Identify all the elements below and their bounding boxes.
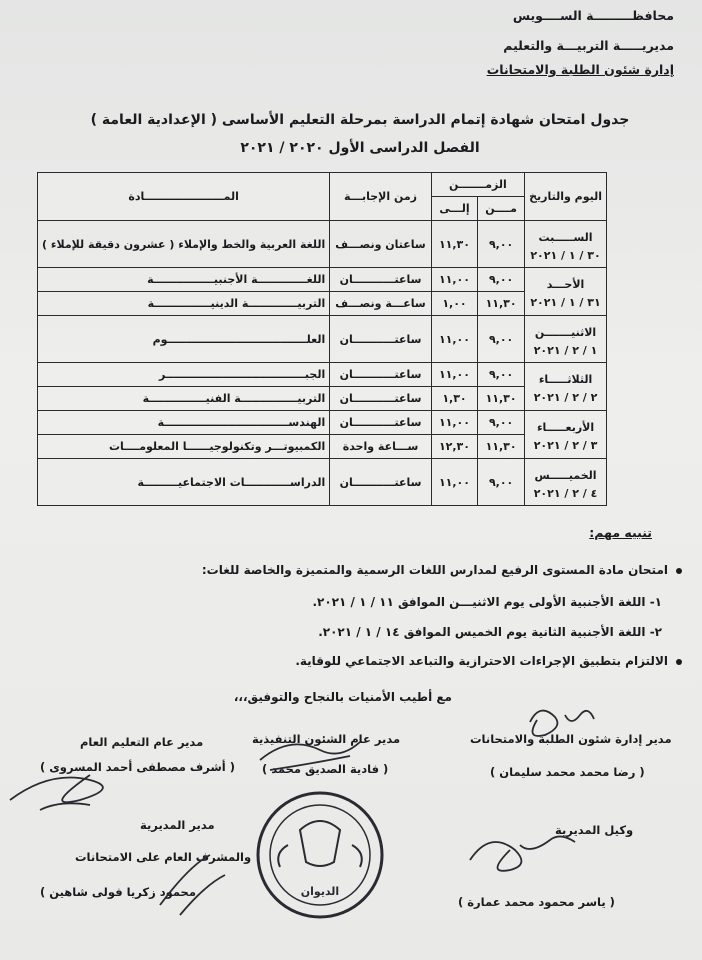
signature-name: ( فادية الصديق محمد ) bbox=[262, 762, 389, 776]
time-to-cell: ١١,٠٠ bbox=[431, 363, 477, 387]
signature-scribble-icon bbox=[10, 775, 103, 810]
closing-line: مع أطيب الأمنيات بالنجاح والتوفيق،،، bbox=[233, 690, 452, 704]
time-to-cell: ١١,٣٠ bbox=[431, 221, 477, 268]
signature-title: مدير عام الشئون التنفيذية bbox=[252, 732, 401, 746]
header-subject: المـــــــــــــــــــــادة bbox=[38, 173, 330, 221]
subject-cell: الدراســــــــــــات الاجتماعيـــــــــة bbox=[38, 459, 330, 506]
time-from-cell: ٩,٠٠ bbox=[478, 363, 525, 387]
header-from: مــــن bbox=[478, 197, 525, 221]
signature-title: وكيل المديرية bbox=[555, 823, 634, 837]
stamp-text: الديوان bbox=[300, 885, 340, 898]
day-name: الأحـــد bbox=[546, 278, 585, 291]
duration-cell: ساعـــة ونصـــف bbox=[330, 292, 432, 316]
exam-date: ٣ / ٢ / ٢٠٢١ bbox=[533, 439, 598, 452]
signature-scribble-icon bbox=[470, 836, 575, 870]
time-from-cell: ٩,٠٠ bbox=[478, 221, 525, 268]
time-from-cell: ٩,٠٠ bbox=[478, 316, 525, 363]
duration-cell: ساعتـــــــــــان bbox=[330, 459, 432, 506]
duration-cell: ساعتـــــــــــان bbox=[330, 411, 432, 435]
exam-date: ٣١ / ١ / ٢٠٢١ bbox=[530, 296, 601, 309]
signature-subtitle: والمشرف العام على الامتحانات bbox=[75, 850, 252, 864]
time-to-cell: ١,٣٠ bbox=[431, 387, 477, 411]
time-to-cell: ١١,٠٠ bbox=[431, 459, 477, 506]
subject-cell: العلـــــــــــــــــــــــــــــــــــــوم bbox=[38, 316, 330, 363]
header-governorate: محافظـــــــــة الســــويس bbox=[512, 8, 674, 23]
subject-cell: الجبـــــــــــــــــــــــــــــــــــــر bbox=[38, 363, 330, 387]
day-name: الســـــبت bbox=[538, 230, 593, 244]
subject-cell: اللغـــــــــــــة الأجنبيــــــــــــــــة bbox=[38, 268, 330, 292]
signature-name: ( ياسر محمود محمد عمارة ) bbox=[458, 895, 615, 909]
exam-date: ٢ / ٢ / ٢٠٢١ bbox=[533, 391, 598, 404]
exam-date: ١ / ٢ / ٢٠٢١ bbox=[533, 343, 598, 357]
header-to: إلـــى bbox=[431, 197, 477, 221]
duration-cell: ساعتان ونصـــف bbox=[330, 221, 432, 268]
duration-cell: ساعتـــــــــــان bbox=[330, 268, 432, 292]
signature-title: مدير المديرية bbox=[140, 818, 215, 832]
duration-cell: ســـاعة واحدة bbox=[330, 435, 432, 459]
header-directorate: مديريـــــة التربيـــة والتعليم bbox=[503, 38, 674, 53]
time-from-cell: ١١,٣٠ bbox=[478, 387, 525, 411]
time-to-cell: ١١,٠٠ bbox=[431, 411, 477, 435]
signature-name: ( أشرف مصطفى أحمد المسروى ) bbox=[40, 760, 235, 774]
time-to-cell: ١٢,٣٠ bbox=[431, 435, 477, 459]
time-from-cell: ١١,٣٠ bbox=[478, 292, 525, 316]
subject-cell: الهندســـــــــــــــــــــــــــــــــة bbox=[38, 411, 330, 435]
subject-cell: الكمبيوتـــر وتكنولوجيــــــا المعلومــــات bbox=[38, 435, 330, 459]
header-time: الزمـــــــن bbox=[431, 173, 524, 197]
document-subtitle: الفصل الدراسى الأول ٢٠٢٠ / ٢٠٢١ bbox=[240, 140, 480, 156]
notice-subitem: ١- اللغة الأجنبية الأولى يوم الاثنيـــن الموافق ١١ / ١ / ٢٠٢١. bbox=[312, 595, 662, 609]
time-from-cell: ١١,٣٠ bbox=[478, 435, 525, 459]
exam-date: ٣٠ / ١ / ٢٠٢١ bbox=[530, 248, 601, 262]
day-name: الثلاثـــــاء bbox=[538, 373, 593, 386]
day-name: الاثنيـــــــن bbox=[534, 325, 597, 339]
notice-text: امتحان مادة المستوى الرفيع لمدارس اللغات الرسمية والمتميزة والخاصة للغات: bbox=[201, 563, 668, 577]
duration-cell: ساعتـــــــــــان bbox=[330, 387, 432, 411]
signature-name: ( رضا محمد محمد سليمان ) bbox=[490, 765, 645, 779]
time-from-cell: ٩,٠٠ bbox=[478, 411, 525, 435]
day-name: الخميـــــس bbox=[534, 468, 597, 482]
signature-scribble-icon bbox=[260, 742, 360, 770]
document-title: جدول امتحان شهادة إتمام الدراسة بمرحلة التعليم الأساسى ( الإعدادية العامة ) bbox=[90, 112, 630, 128]
header-department: إدارة شئون الطلبة والامتحانات bbox=[486, 62, 674, 77]
time-from-cell: ٩,٠٠ bbox=[478, 459, 525, 506]
time-to-cell: ١١,٠٠ bbox=[431, 268, 477, 292]
signature-scribble-icon bbox=[160, 855, 225, 915]
header-duration: زمن الإجابـــة bbox=[330, 173, 432, 221]
signature-scribble-icon bbox=[530, 711, 594, 736]
signature-title: مدير عام التعليم العام bbox=[80, 735, 204, 749]
duration-cell: ساعتـــــــــــان bbox=[330, 316, 432, 363]
notice-text: الالتزام بتطبيق الإجراءات الاحترازية والتباعد الاجتماعي للوقاية. bbox=[295, 654, 668, 668]
duration-cell: ساعتـــــــــــان bbox=[330, 363, 432, 387]
time-to-cell: ١,٠٠ bbox=[431, 292, 477, 316]
time-to-cell: ١١,٠٠ bbox=[431, 316, 477, 363]
time-from-cell: ٩,٠٠ bbox=[478, 268, 525, 292]
notice-subitem: ٢- اللغة الأجنبية الثانية يوم الخميس الموافق ١٤ / ١ / ٢٠٢١. bbox=[318, 625, 662, 639]
day-name: الأربعـــــاء bbox=[536, 421, 595, 434]
signature-name: محمود زكريا فولى شاهين ) bbox=[40, 885, 196, 899]
stamp-seal-icon bbox=[258, 793, 382, 917]
subject-cell: التربيـــــــــــــة الدينيـــــــــــــــة bbox=[38, 292, 330, 316]
subject-cell: التربيـــــــــــــــة الفنيـــــــــــــــة bbox=[38, 387, 330, 411]
notice-title: تنبيه مهم: bbox=[589, 525, 652, 540]
subject-cell: اللغة العربية والخط والإملاء ( عشرون دقيقة للإملاء ) bbox=[38, 221, 330, 268]
exam-date: ٤ / ٢ / ٢٠٢١ bbox=[533, 486, 598, 500]
header-day-date: اليوم والتاريخ bbox=[525, 173, 607, 221]
signature-title: مدير إدارة شئون الطلبة والامتحانات bbox=[470, 732, 672, 746]
